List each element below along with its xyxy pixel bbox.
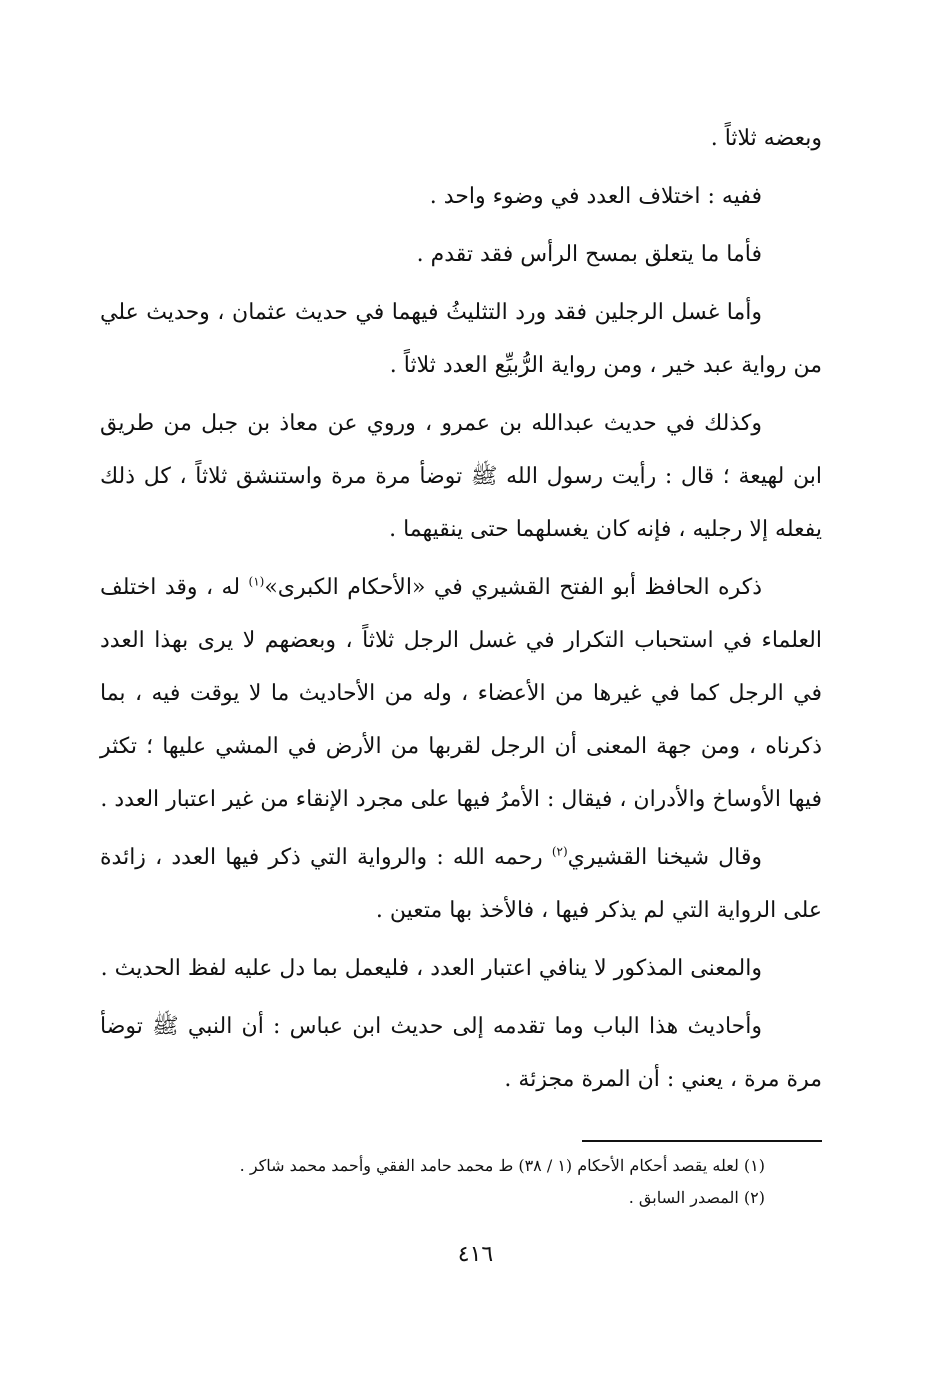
- paragraph-text: رحمه الله : والرواية التي ذكر فيها العدد ، زائدة على الرواية التي لم يذكر فيها ، فالأخذ بها متعين .: [100, 845, 822, 923]
- footnote-marker: (٢): [551, 844, 568, 859]
- paragraph-9: [100, 1000, 822, 1106]
- paragraph-6: [100, 561, 822, 826]
- paragraph-text: وأحاديث هذا الباب وما تقدمه إلى حديث ابن عباس : أن النبي ﷺ توضأ مرة مرة ، يعني : أن المرة مجزئة .: [100, 1014, 822, 1092]
- footnote-1: (١) لعله يقصد أحكام الأحكام (١ / ٣٨) ط محمد حامد الفقي وأحمد محمد شاكر .: [239, 1156, 765, 1175]
- main-text: [100, 112, 822, 1111]
- page-number: ٤١٦: [457, 1242, 494, 1267]
- paragraph-text: وبعضه ثلاثاً .: [710, 126, 822, 151]
- paragraph-1: [100, 112, 822, 165]
- paragraph-text: له ، وقد اختلف العلماء في استحباب التكرار في غسل الرجل ثلاثاً ، وبعضهم لا يرى بهذا العدد في الرجل كما في غيرها من الأعضاء ، وله من الأحاديث ما لا يوقت فيه ، بما ذكرناه ، ومن جهة المعنى أن الرجل لقربها من الأرض في المشي عليها ؛ تكثر فيها الأوساخ والأدران ، فيقال : الأمرُ فيها على مجرد الإنقاء من غير اعتبار العدد .: [100, 575, 822, 812]
- paragraph-5: [100, 397, 822, 556]
- footnotes: [140, 1150, 765, 1214]
- paragraph-text: وأما غسل الرجلين فقد ورد التثليثُ فيهما في حديث عثمان ، وحديث علي من رواية عبد خير ، ومن رواية الرُّبيِّع العدد ثلاثاً .: [100, 300, 822, 378]
- paragraph-text: فأما ما يتعلق بمسح الرأس فقد تقدم .: [416, 242, 762, 267]
- footnote-separator: [582, 1140, 822, 1142]
- paragraph-text: ذكره الحافظ أبو الفتح القشيري في «الأحكام الكبرى»: [264, 575, 762, 600]
- paragraph-text: ففيه : اختلاف العدد في وضوء واحد .: [429, 184, 762, 209]
- paragraph-text: وقال شيخنا القشيري: [567, 845, 762, 870]
- paragraph-3: [100, 228, 822, 281]
- paragraph-7: [100, 831, 822, 937]
- paragraph-8: [100, 942, 822, 995]
- paragraph-text: وكذلك في حديث عبدالله بن عمرو ، وروي عن معاذ بن جبل من طريق ابن لهيعة ؛ قال : رأيت رسول الله ﷺ توضأ مرة مرة واستنشق ثلاثاً ، كل ذلك يفعله إلا رجليه ، فإنه كان يغسلهما حتى ينقيهما .: [100, 411, 822, 542]
- paragraph-2: [100, 170, 822, 223]
- paragraph-text: والمعنى المذكور لا ينافي اعتبار العدد ، فليعمل بما دل عليه لفظ الحديث .: [100, 956, 762, 981]
- footnote-marker: (١): [248, 574, 265, 589]
- footnote-2: (٢) المصدر السابق .: [628, 1188, 765, 1207]
- paragraph-4: [100, 286, 822, 392]
